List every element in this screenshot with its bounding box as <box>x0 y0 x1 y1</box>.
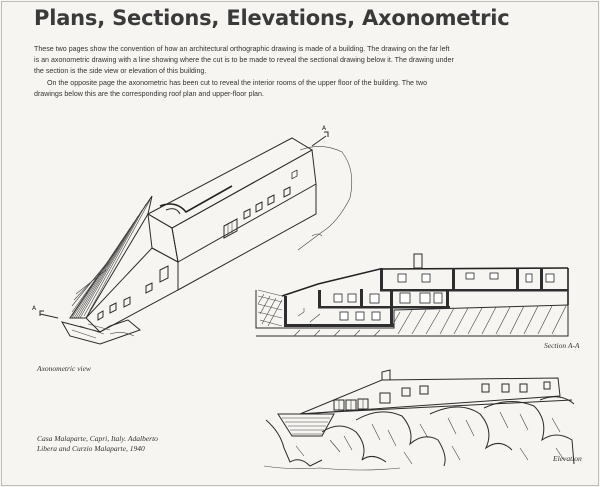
page-title: Plans, Sections, Elevations, Axonometric <box>34 6 510 30</box>
section-caption: Section A-A <box>544 341 580 350</box>
intro-paragraph-2: On the opposite page the axonometric has been cut to reveal the interior rooms of the upper floor of the building. The two drawings below this are the corresponding roof plan and upper-floor plan. <box>34 78 428 98</box>
axonometric-caption: Axonometric view <box>37 364 91 373</box>
cut-label-bottom: A <box>32 305 37 312</box>
intro-paragraph-1: These two pages show the convention of how an architectural orthographic drawing is made of a building. The drawing on the far left is an axonometric drawing with a line showing where the cut is to be made to reveal the sectional drawing below it. The drawing under the section is the side view or elevation of this building. <box>34 45 454 76</box>
section-drawing <box>256 254 568 336</box>
elevation-caption: Elevation <box>553 454 582 463</box>
elevation-drawing <box>264 370 574 470</box>
cut-label-top: A <box>322 125 327 132</box>
credit-caption: Casa Malaparte, Capri, Italy. Adalberto Libera and Curzio Malaparte, 1940 <box>37 434 158 453</box>
